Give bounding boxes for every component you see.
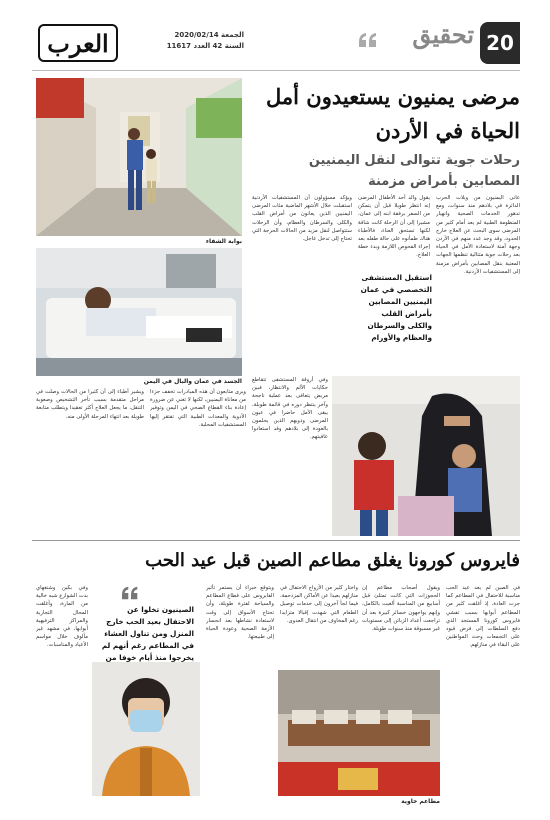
- main-column-2a: يقول والد أحد الأطفال المرضى إنه انتظر طويلا قبل أن يتمكن من السفر برفقة ابنه إلى عمان، مشيرا إلى أن الرحلة كانت شاقة لكنها تستحق العناء، فالأطباء هناك طمأنوه على حالة طفله بعد إجراء الفحوص اللازمة وبدء خطة العلاج.: [358, 195, 430, 259]
- issue-number: السنة 42 العدد 11617: [166, 42, 244, 50]
- main-column-6: ويشير أطباء إلى أن كثيرا من الحالات وصلت في مراحل متقدمة بسبب تأخر التشخيص وصعوبة التنقل، ما يجعل العلاج أكثر تعقيدا ويتطلب متابعة طويلة بعد انتهاء المرحلة الأولى منه.: [36, 389, 144, 420]
- second-pull-quote: الصينيون تخلوا عن الاحتفال بعيد الحب خارج المنزل ومن تناول العشاء في المطاعم رغم أنهم لم يخرجوا منذ أيام خوفا من: [101, 605, 194, 662]
- page-number: 20: [486, 31, 514, 55]
- second-column-4: ويتوقع خبراء أن يستمر تأثير الفايروس على قطاع المطاعم والسياحة لفترة طويلة، وأن تحتاج الأسواق إلى وقت لاستعادة نشاطها بعد انحسار الأزمة الصحية وعودة الحياة إلى طبيعتها.: [206, 585, 274, 641]
- main-column-4: وفي أروقة المستشفى تتقاطع حكايات الألم والانتظار، فبين مريض يتعافى بعد عملية ناجحة وآخر ينتظر دوره في قائمة طويلة، يبقى الأمل حاضرا في عيون المرضى وذويهم الذين يحلمون بالعودة إلى بلادهم وقد استعادوا عافيتهم.: [252, 377, 328, 441]
- second-column-1: في الصين لم يعد عيد الحب مناسبة للاحتفال في المطاعم كما جرت العادة، إذ أغلقت كثير من المطاعم أبوابها بسبب تفشي فايروس كورونا المستجد الذي دفع السلطات إلى فرض قيود على التجمعات وحث المواطنين على البقاء في منازلهم.: [446, 585, 520, 649]
- header-divider: [32, 70, 520, 71]
- second-headline: فايروس كورونا يغلق مطاعم الصين قبل عيد الحب: [145, 550, 520, 571]
- issue-date: الجمعة 2020/02/14: [174, 31, 244, 39]
- main-column-3: ويؤكد مسؤولون أن المستشفيات الأردنية استقبلت خلال الأشهر الماضية مئات المرضى اليمنيين الذين يعانون من أمراض القلب والكلى والسرطان والعظام، وأن الرحلات ستتواصل لنقل مزيد من الحالات الحرجة التي تحتاج إلى تدخل عاجل.: [252, 195, 352, 243]
- photo-patient-bed: [36, 248, 242, 376]
- section-title: تحقيق: [412, 20, 474, 49]
- logo-text: العرب: [47, 28, 109, 58]
- section-quote-icon: [356, 28, 380, 52]
- photo-hospital-corridor: [36, 78, 242, 236]
- second-column-3: واختار كثير من الأزواج الاحتفال في منازلهم بعيدا عن الأماكن المزدحمة، فيما لجأ آخرون إلى خدمات توصيل الطعام التي شهدت إقبالا متزايدا رغم المخاوف من انتقال العدوى.: [280, 585, 358, 624]
- main-headline: مرضى يمنيون يستعيدون أمل الحياة في الأردن: [266, 84, 520, 143]
- page-number-box: [480, 22, 520, 64]
- caption-bottom: مطاعم خاوية: [401, 798, 440, 805]
- caption-middle: الجسد في عمان والبال في اليمن: [143, 378, 242, 385]
- main-subheadline: رحلات جوية تتوالى لنقل اليمنيين المصابين بأمراض مزمنة: [308, 153, 520, 189]
- second-column-5: وفي بكين وشنغهاي بدت الشوارع شبه خالية من المارة، وأغلقت المحال التجارية والمراكز الترفيهية أبوابها، في مشهد غير مألوف خلال مواسم الأعياد والمناسبات.: [36, 585, 88, 649]
- second-column-2: ويقول أصحاب مطاعم إن الحجوزات التي كانت تمتلئ قبل أسابيع من المناسبة ألغيت بالكامل، وإنهم يواجهون خسائر كبيرة بعد أن تراجعت أعداد الزبائن إلى مستويات غير مسبوقة منذ سنوات طويلة.: [362, 585, 440, 633]
- main-column-5: ويرى متابعون أن هذه المبادرات تخفف جزءا من معاناة اليمنيين، لكنها لا تغني عن ضرورة إعادة بناء القطاع الصحي في اليمن وتوفير الأدوية والمعدات الطبية التي تفتقر إليها المستشفيات المحلية.: [150, 389, 246, 428]
- newspaper-logo: [38, 24, 118, 62]
- caption-top: بوابة الشفاء: [205, 238, 242, 245]
- main-pull-quote: استقبل المستشفى التخصصي في عمان اليمنيين المصابين بأمراض القلب والكلى والسرطان والعظام والأورام: [360, 273, 432, 342]
- photo-restaurant: [278, 670, 440, 796]
- photo-masked-man: [92, 662, 200, 796]
- main-column-1: عانى اليمنيون من ويلات الحرب الدائرة في بلادهم منذ سنوات، ومع تدهور الخدمات الصحية وانهيار المنظومة الطبية لم يعد أمام كثير من المرضى سوى البحث عن العلاج خارج الحدود، وقد وجد عدد منهم في الأردن وجهة آمنة لاستعادة الأمل في الحياة بعد رحلات جوية متتالية تنظمها الجهات المعنية بنقل المصابين بأمراض مزمنة إلى المستشفيات الأردنية.: [436, 195, 520, 275]
- second-quote-icon: [120, 584, 142, 602]
- issue-info: [124, 30, 244, 52]
- photo-mother-children: [332, 376, 520, 536]
- story-divider: [32, 540, 520, 541]
